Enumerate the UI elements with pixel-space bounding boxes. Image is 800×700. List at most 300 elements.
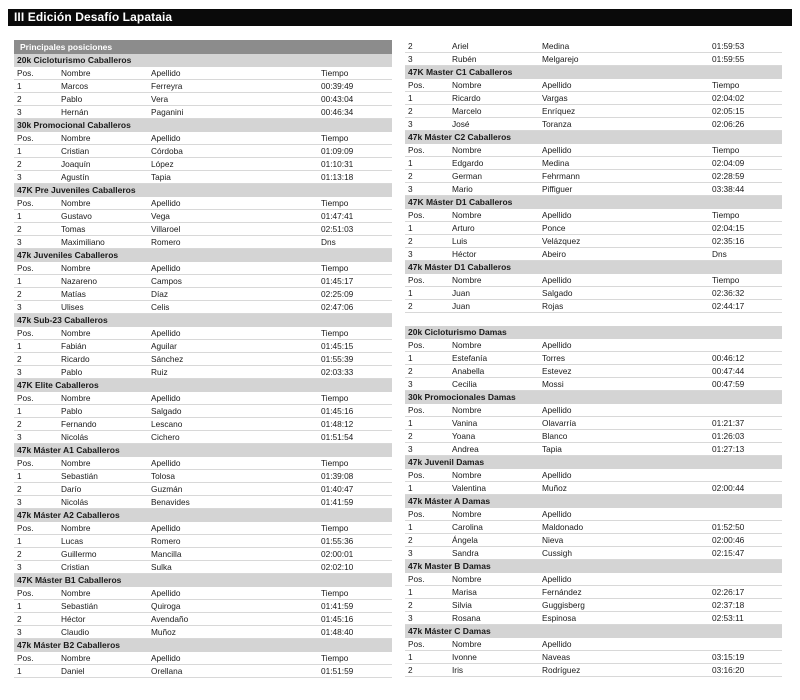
cell-position: 2 [408,236,413,246]
cell-last-name: Melgarejo [542,54,579,64]
header-time: Tiempo [321,68,349,78]
header-first-name: Nombre [452,275,482,285]
cell-position: 2 [17,419,22,429]
cell-position: 3 [17,237,22,247]
cell-last-name: López [151,159,174,169]
category-47k-master-c2-caballeros [405,131,782,196]
cell-position: 1 [408,158,413,168]
cell-first-name: Cecilia [452,379,477,389]
header-position: Pos. [408,145,425,155]
header-position: Pos. [17,588,34,598]
category-20k-cicloturismo-damas [405,326,782,391]
cell-last-name: Toranza [542,119,572,129]
result-row [14,548,392,561]
cell-position: 2 [17,94,22,104]
cell-time: 02:44:17 [712,301,745,311]
cell-time: 02:36:32 [712,288,745,298]
header-position: Pos. [17,68,34,78]
category-title: 47K Máster D1 Caballeros [405,196,782,209]
cell-first-name: Rubén [452,54,477,64]
cell-position: 2 [17,354,22,364]
cell-time: 02:37:18 [712,600,745,610]
cell-last-name: Celis [151,302,170,312]
category-47k-master-a1-caballeros [14,444,392,509]
header-last-name: Apellido [542,80,572,90]
cell-first-name: Marcos [61,81,89,91]
cell-first-name: Sebastián [61,471,98,481]
cell-first-name: Luis [452,236,468,246]
cell-time: 01:13:18 [321,172,354,182]
header-last-name: Apellido [542,574,572,584]
cell-position: 1 [408,652,413,662]
result-row [405,248,782,261]
result-row [14,366,392,379]
header-time: Tiempo [321,653,349,663]
header-first-name: Nombre [61,133,91,143]
cell-first-name: Héctor [452,249,477,259]
cell-last-name: Vera [151,94,169,104]
cell-first-name: Ángela [452,535,478,545]
page-title: III Edición Desafío Lapataia [8,9,792,26]
cell-position: 3 [408,444,413,454]
cell-position: 2 [17,224,22,234]
category-title: 20k Cicloturismo Caballeros [14,54,392,67]
cell-first-name: Joaquín [61,159,91,169]
header-time: Tiempo [321,263,349,273]
result-row [405,612,782,625]
cell-time: 01:09:09 [321,146,354,156]
result-row [14,210,392,223]
result-row [14,600,392,613]
result-row [405,430,782,443]
column-header-row [14,587,392,600]
cell-first-name: German [452,171,482,181]
category-title: 47k Máster C Damas [405,625,782,638]
cell-time: 00:39:49 [321,81,354,91]
cell-first-name: Marcelo [452,106,482,116]
cell-last-name: Lescano [151,419,183,429]
cell-first-name: Marisa [452,587,477,597]
cell-time: 02:26:17 [712,587,745,597]
header-position: Pos. [408,574,425,584]
cell-position: 1 [17,81,22,91]
result-row [14,236,392,249]
header-last-name: Apellido [151,458,181,468]
cell-position: 2 [408,171,413,181]
cell-last-name: Paganini [151,107,184,117]
cell-last-name: Tapia [542,444,562,454]
header-last-name: Apellido [151,263,181,273]
cell-first-name: Arturo [452,223,475,233]
cell-first-name: Anabella [452,366,485,376]
header-last-name: Apellido [542,145,572,155]
header-first-name: Nombre [452,145,482,155]
cell-last-name: Vargas [542,93,568,103]
cell-position: 2 [408,665,413,675]
cell-first-name: Nicolás [61,497,89,507]
result-row [14,145,392,158]
cell-last-name: Sánchez [151,354,184,364]
cell-position: 2 [408,535,413,545]
cell-first-name: Iris [452,665,464,675]
category-title: 47k Juvenil Damas [405,456,782,469]
column-header-row [405,144,782,157]
header-last-name: Apellido [151,653,181,663]
cell-last-name: Aguilar [151,341,177,351]
cell-time: 00:47:44 [712,366,745,376]
cell-first-name: Fabián [61,341,87,351]
result-row [14,80,392,93]
cell-time: 01:59:55 [712,54,745,64]
category-47k-master-c1-caballeros [405,66,782,131]
header-first-name: Nombre [61,198,91,208]
result-row [405,105,782,118]
cell-first-name: Juan [452,288,470,298]
cell-first-name: Ulises [61,302,84,312]
cell-last-name: Romero [151,536,181,546]
cell-position: 2 [408,301,413,311]
column-header-row [405,274,782,287]
category-47k-juveniles-caballeros [14,249,392,314]
result-row [405,651,782,664]
column-header-row [405,209,782,222]
header-last-name: Apellido [542,639,572,649]
cell-position: 1 [408,522,413,532]
category-title: 47K Elite Caballeros [14,379,392,392]
cell-position: 1 [408,353,413,363]
cell-time: 02:47:06 [321,302,354,312]
cell-time: 03:16:20 [712,665,745,675]
result-row [14,106,392,119]
header-position: Pos. [408,405,425,415]
cell-time: 02:00:46 [712,535,745,545]
cell-time: 02:35:16 [712,236,745,246]
result-row [405,92,782,105]
cell-position: 1 [17,536,22,546]
cell-last-name: Orellana [151,666,183,676]
cell-first-name: Cristian [61,146,90,156]
cell-position: 2 [17,614,22,624]
result-row [14,288,392,301]
header-last-name: Apellido [151,393,181,403]
category-title: 47k Juveniles Caballeros [14,249,392,262]
cell-time: 01:55:39 [321,354,354,364]
header-first-name: Nombre [452,405,482,415]
cell-time: 01:45:16 [321,614,354,624]
cell-position: 1 [17,146,22,156]
category-title: 47k Máster A1 Caballeros [14,444,392,457]
cell-last-name: Avendaño [151,614,189,624]
cell-position: 1 [17,601,22,611]
cell-position: 1 [408,288,413,298]
result-row [14,223,392,236]
cell-time: 01:59:53 [712,41,745,51]
cell-first-name: Vanina [452,418,478,428]
cell-last-name: Campos [151,276,182,286]
category-20k-cicloturismo-caballeros [14,54,392,119]
header-last-name: Apellido [542,405,572,415]
cell-time: 01:47:41 [321,211,354,221]
cell-first-name: Mario [452,184,473,194]
header-position: Pos. [17,198,34,208]
header-position: Pos. [408,509,425,519]
cell-first-name: Silvia [452,600,472,610]
cell-first-name: Estefanía [452,353,488,363]
result-row [405,534,782,547]
header-position: Pos. [17,393,34,403]
header-last-name: Apellido [151,133,181,143]
cell-position: 3 [17,627,22,637]
results-banner: Principales posiciones [14,40,392,54]
cell-first-name: Guillermo [61,549,97,559]
cell-time: 03:38:44 [712,184,745,194]
header-time: Tiempo [321,458,349,468]
category-title: 47k Máster C2 Caballeros [405,131,782,144]
header-time: Tiempo [321,198,349,208]
cell-position: 3 [408,119,413,129]
cell-time: 01:41:59 [321,497,354,507]
cell-last-name: Naveas [542,652,571,662]
cell-last-name: Espinosa [542,613,577,623]
section-spacer [405,313,782,326]
category-47k-sub-23-caballeros [14,314,392,379]
header-first-name: Nombre [61,68,91,78]
category-47k-master-b2-caballeros [14,639,392,678]
category-continued [405,40,782,66]
cell-time: 02:00:01 [321,549,354,559]
cell-time: 01:27:13 [712,444,745,454]
result-row [405,599,782,612]
category-47k-master-d1-caballeros [405,261,782,313]
category-title: 47K Pre Juveniles Caballeros [14,184,392,197]
header-first-name: Nombre [452,639,482,649]
header-first-name: Nombre [61,263,91,273]
category-title: 20k Cicloturismo Damas [405,326,782,339]
result-row [14,158,392,171]
result-row [14,470,392,483]
cell-first-name: Darío [61,484,82,494]
cell-first-name: Pablo [61,94,83,104]
header-last-name: Apellido [542,470,572,480]
cell-position: 3 [17,367,22,377]
column-header-row [405,638,782,651]
category-30k-promocional-caballeros [14,119,392,184]
cell-first-name: Andrea [452,444,479,454]
cell-last-name: Salgado [542,288,573,298]
cell-time: Dns [712,249,727,259]
cell-time: 03:15:19 [712,652,745,662]
cell-last-name: Fernández [542,587,582,597]
category-47k-elite-caballeros [14,379,392,444]
cell-last-name: Villaroel [151,224,181,234]
result-row [405,547,782,560]
result-row [405,521,782,534]
cell-time: 02:28:59 [712,171,745,181]
cell-last-name: Muñoz [151,627,176,637]
header-last-name: Apellido [151,588,181,598]
cell-position: 3 [408,249,413,259]
cell-last-name: Muñoz [542,483,567,493]
result-row [405,443,782,456]
column-header-row [14,652,392,665]
header-last-name: Apellido [542,509,572,519]
result-row [14,431,392,444]
cell-last-name: Blanco [542,431,568,441]
category-47k-master-c-damas [405,625,782,677]
cell-first-name: Ivonne [452,652,477,662]
right-results-column [405,40,782,677]
cell-last-name: Tolosa [151,471,175,481]
cell-last-name: Enríquez [542,106,576,116]
cell-time: 01:45:17 [321,276,354,286]
header-time: Tiempo [321,393,349,403]
cell-last-name: Rojas [542,301,564,311]
result-row [14,340,392,353]
cell-first-name: Nazareno [61,276,97,286]
category-47k-master-a2-caballeros [14,509,392,574]
cell-position: 2 [408,431,413,441]
cell-first-name: Pablo [61,367,83,377]
cell-last-name: Mossi [542,379,564,389]
header-first-name: Nombre [61,653,91,663]
cell-time: 02:00:44 [712,483,745,493]
header-time: Tiempo [321,523,349,533]
cell-first-name: Héctor [61,614,86,624]
cell-first-name: Tomas [61,224,86,234]
result-row [405,170,782,183]
header-first-name: Nombre [452,80,482,90]
cell-first-name: Agustín [61,172,90,182]
cell-last-name: Cichero [151,432,180,442]
result-row [405,183,782,196]
column-header-row [405,339,782,352]
header-position: Pos. [408,340,425,350]
header-first-name: Nombre [452,574,482,584]
cell-last-name: Romero [151,237,181,247]
column-header-row [405,79,782,92]
cell-time: 02:25:09 [321,289,354,299]
cell-first-name: Rosana [452,613,481,623]
cell-first-name: Nicolás [61,432,89,442]
result-row [14,405,392,418]
header-last-name: Apellido [151,523,181,533]
cell-last-name: Ferreyra [151,81,183,91]
cell-last-name: Piffiguer [542,184,573,194]
cell-first-name: Sandra [452,548,479,558]
cell-last-name: Abeiro [542,249,566,259]
header-position: Pos. [17,263,34,273]
cell-position: 1 [408,587,413,597]
cell-last-name: Fehrmann [542,171,580,181]
cell-time: 01:10:31 [321,159,354,169]
cell-last-name: Quiroga [151,601,181,611]
cell-first-name: Cristian [61,562,90,572]
column-header-row [14,197,392,210]
cell-position: 3 [17,497,22,507]
cell-position: 2 [408,600,413,610]
result-row [14,418,392,431]
header-time: Tiempo [712,145,740,155]
header-time: Tiempo [712,275,740,285]
cell-last-name: Mancilla [151,549,182,559]
cell-first-name: Juan [452,301,470,311]
result-row [14,626,392,639]
cell-last-name: Maldonado [542,522,584,532]
cell-time: 00:47:59 [712,379,745,389]
cell-time: 01:39:08 [321,471,354,481]
cell-time: 01:48:40 [321,627,354,637]
result-row [405,664,782,677]
cell-time: 02:06:26 [712,119,745,129]
cell-time: 01:55:36 [321,536,354,546]
result-row [405,417,782,430]
result-row [405,365,782,378]
cell-position: 1 [17,406,22,416]
cell-time: 00:46:12 [712,353,745,363]
header-first-name: Nombre [452,210,482,220]
cell-position: 1 [408,418,413,428]
result-row [405,300,782,313]
cell-first-name: Ricardo [61,354,90,364]
cell-position: 1 [17,211,22,221]
result-row [14,613,392,626]
header-first-name: Nombre [452,340,482,350]
result-row [405,482,782,495]
cell-time: 01:51:59 [321,666,354,676]
category-47k-juvenil-damas [405,456,782,495]
cell-last-name: Díaz [151,289,169,299]
cell-position: 1 [17,471,22,481]
header-time: Tiempo [321,328,349,338]
header-position: Pos. [17,653,34,663]
header-position: Pos. [408,639,425,649]
cell-time: 01:45:15 [321,341,354,351]
cell-time: 02:04:02 [712,93,745,103]
header-position: Pos. [408,275,425,285]
header-last-name: Apellido [151,198,181,208]
column-header-row [14,522,392,535]
category-title: 47k Sub-23 Caballeros [14,314,392,327]
category-title: 47k Máster D1 Caballeros [405,261,782,274]
header-time: Tiempo [321,133,349,143]
cell-last-name: Benavides [151,497,190,507]
header-position: Pos. [408,470,425,480]
cell-last-name: Torres [542,353,566,363]
header-last-name: Apellido [542,340,572,350]
cell-position: 3 [17,302,22,312]
cell-position: 2 [408,366,413,376]
cell-time: 01:26:03 [712,431,745,441]
cell-time: 01:41:59 [321,601,354,611]
column-header-row [14,67,392,80]
header-first-name: Nombre [61,588,91,598]
cell-last-name: Ruiz [151,367,168,377]
cell-time: 02:02:10 [321,562,354,572]
cell-position: 1 [17,666,22,676]
column-header-row [14,262,392,275]
cell-time: 02:04:09 [712,158,745,168]
cell-last-name: Cussigh [542,548,572,558]
header-position: Pos. [17,523,34,533]
header-position: Pos. [408,80,425,90]
column-header-row [405,469,782,482]
cell-last-name: Velázquez [542,236,581,246]
cell-position: 2 [408,106,413,116]
cell-position: 3 [17,172,22,182]
header-time: Tiempo [321,588,349,598]
cell-first-name: Pablo [61,406,83,416]
cell-position: 2 [17,159,22,169]
